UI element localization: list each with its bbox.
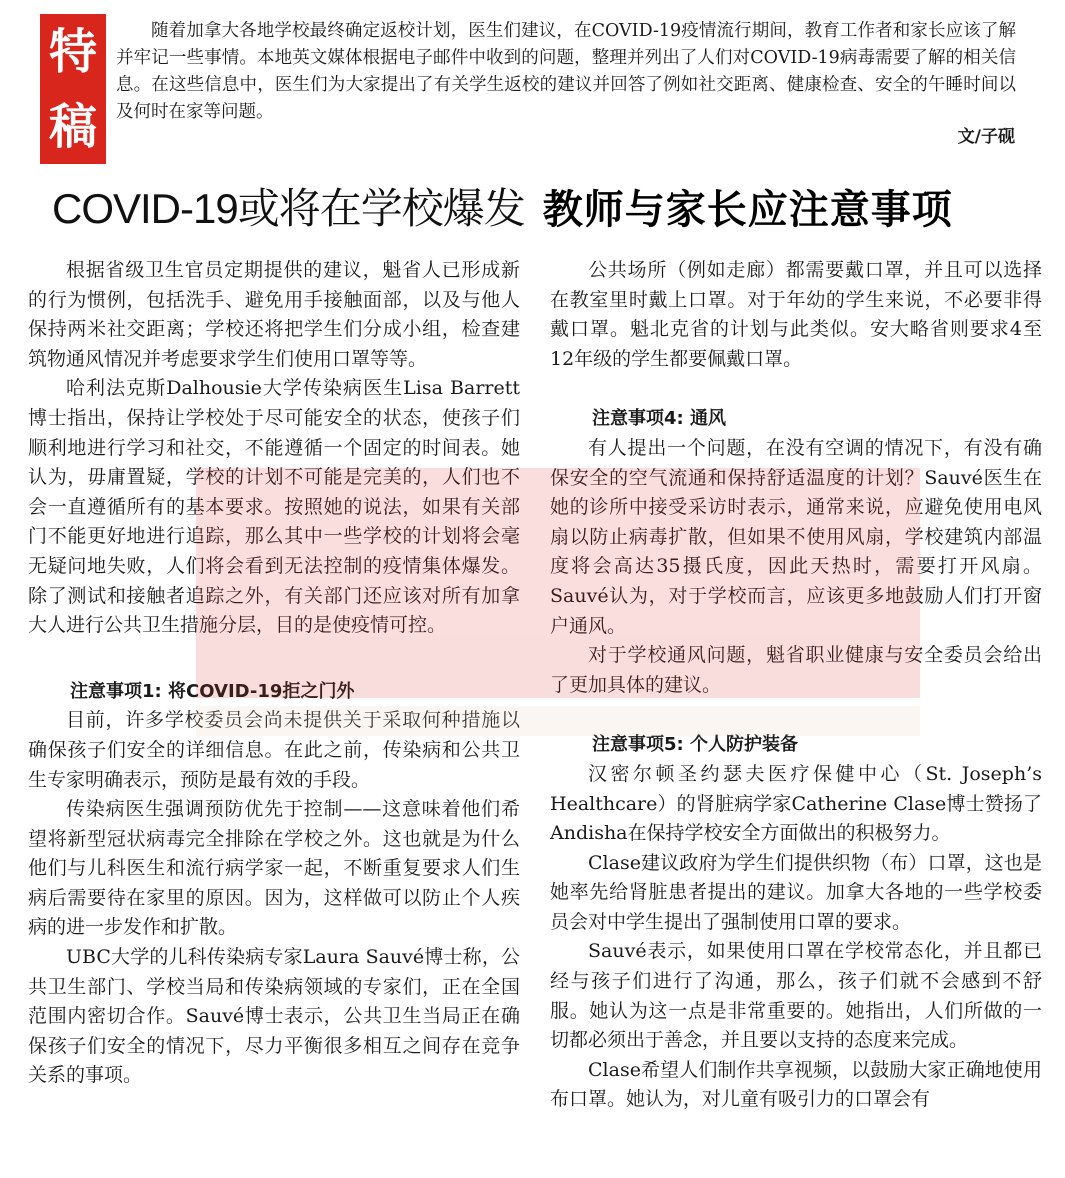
left-paragraph-3: 目前，许多学校委员会尚未提供关于采取何种措施以确保孩子们安全的详细信息。在此之前，传染病和公共卫生专家明确表示，预防是最有效的手段。 xyxy=(28,709,520,791)
badge-char-1: 特 xyxy=(48,23,97,80)
right-paragraph-2: 有人提出一个问题，在没有空调的情况下，有没有确保安全的空气流通和保持舒适温度的计划？Sauvé医生在她的诊所中接受采访时表示，通常来说，应避免使用电风扇以防止病毒扩散，但如果不使用风扇，学校建筑内部温度将会高达35摄氏度，因此天热时，需要打开风扇。Sauvé认为，对于学校而言，应该更多地鼓励人们打开窗户通风。 xyxy=(550,436,1042,637)
left-column xyxy=(28,256,520,1176)
left-paragraph-1: 根据省级卫生官员定期提供的建议，魁省人已形成新的行为惯例，包括洗手、避免用手接触面部，以及与他人保持两米社交距离；学校还将把学生们分成小组，检查建筑物通风情况并考虑要求学生们使用口罩等等。 xyxy=(28,259,520,370)
headline-part-1: COVID-19或将在学校爆发 xyxy=(52,185,525,232)
section-heading-4: 注意事项4: 通风 xyxy=(592,408,726,430)
left-paragraph-5: UBC大学的儿科传染病专家Laura Sauvé博士称，公共卫生部门、学校当局和传染病领域的专家们，正在全国范围内密切合作。Sauvé博士表示，公共卫生当局正在确保孩子们安全的情况下，尽力平衡很多相互之间存在竞争关系的事项。 xyxy=(28,946,520,1087)
left-paragraph-4: 传染病医生强调预防优先于控制——这意味着他们希望将新型冠状病毒完全排除在学校之外。这也就是为什么他们与儿科医生和流行病学家一起，不断重复要求人们生病后需要待在家里的原因。因为，这样做可以防止个人疾病的进一步发作和扩散。 xyxy=(28,798,520,939)
column-spacer xyxy=(550,700,1042,730)
right-paragraph-3: 对于学校通风问题，魁省职业健康与安全委员会给出了更加具体的建议。 xyxy=(550,644,1042,696)
right-paragraph-1: 公共场所（例如走廊）都需要戴口罩，并且可以选择在教室里时戴上口罩。对于年幼的学生来说，不必要非得戴口罩。魁北克省的计划与此类似。安大略省则要求4至12年级的学生都要佩戴口罩。 xyxy=(550,259,1042,370)
byline: 文/子砚 xyxy=(957,127,1015,147)
headline-part-2: 教师与家长应注意事项 xyxy=(542,186,953,233)
column-spacer xyxy=(28,641,520,677)
section-heading-5: 注意事项5: 个人防护装备 xyxy=(592,734,798,756)
article-headline xyxy=(52,176,1032,236)
feature-badge xyxy=(40,14,106,164)
column-spacer xyxy=(550,374,1042,404)
right-column xyxy=(550,256,1042,1176)
badge-char-2: 稿 xyxy=(48,98,97,155)
right-paragraph-4: 汉密尔顿圣约瑟夫医疗保健中心（St. Joseph’s Healthcare）的肾脏病学家Catherine Clase博士赞扬了Andisha在保持学校安全方面做出的积极努力。 xyxy=(550,762,1042,845)
right-paragraph-5: Clase建议政府为学生们提供织物（布）口罩，这也是她率先给肾脏患者提出的建议。加拿大各地的一些学校委员会对中学生提出了强制使用口罩的要求。 xyxy=(550,851,1042,933)
intro-paragraph: 随着加拿大各地学校最终确定返校计划，医生们建议，在COVID-19疫情流行期间，教育工作者和家长应该了解并牢记一些事情。本地英文媒体根据电子邮件中收到的问题，整理并列出了人们对COVID-19病毒需要了解的相关信息。在这些信息中，医生们为大家提出了有关学生返校的建议并回答了例如社交距离、健康检查、安全的午睡时间以及何时在家等问题。 xyxy=(116,21,1016,122)
left-paragraph-2: 哈利法克斯Dalhousie大学传染病医生Lisa Barrett博士指出，保持让学校处于尽可能安全的状态，使孩子们顺利地进行学习和社交，不能遵循一个固定的时间表。她认为，毋庸置疑，学校的计划不可能是完美的，人们也不会一直遵循所有的基本要求。按照她的说法，如果有关部门不能更好地进行追踪，那么其中一些学校的计划将会毫无疑问地失败，人们将会看到无法控制的疫情集体爆发。除了测试和接触者追踪之外，有关部门还应该对所有加拿大人进行公共卫生措施分层，目的是使疫情可控。 xyxy=(28,377,520,637)
right-paragraph-6: Sauvé表示，如果使用口罩在学校常态化，并且都已经与孩子们进行了沟通，那么，孩子们就不会感到不舒服。她认为这一点是非常重要的。她指出，人们所做的一切都必须出于善念，并且要以支持的态度来完成。 xyxy=(550,940,1042,1052)
section-heading-1: 注意事项1: 将COVID-19拒之门外 xyxy=(70,680,355,702)
right-paragraph-7: Clase希望人们制作共享视频，以鼓励大家正确地使用布口罩。她认为，对儿童有吸引力的口罩会有 xyxy=(550,1058,1042,1111)
